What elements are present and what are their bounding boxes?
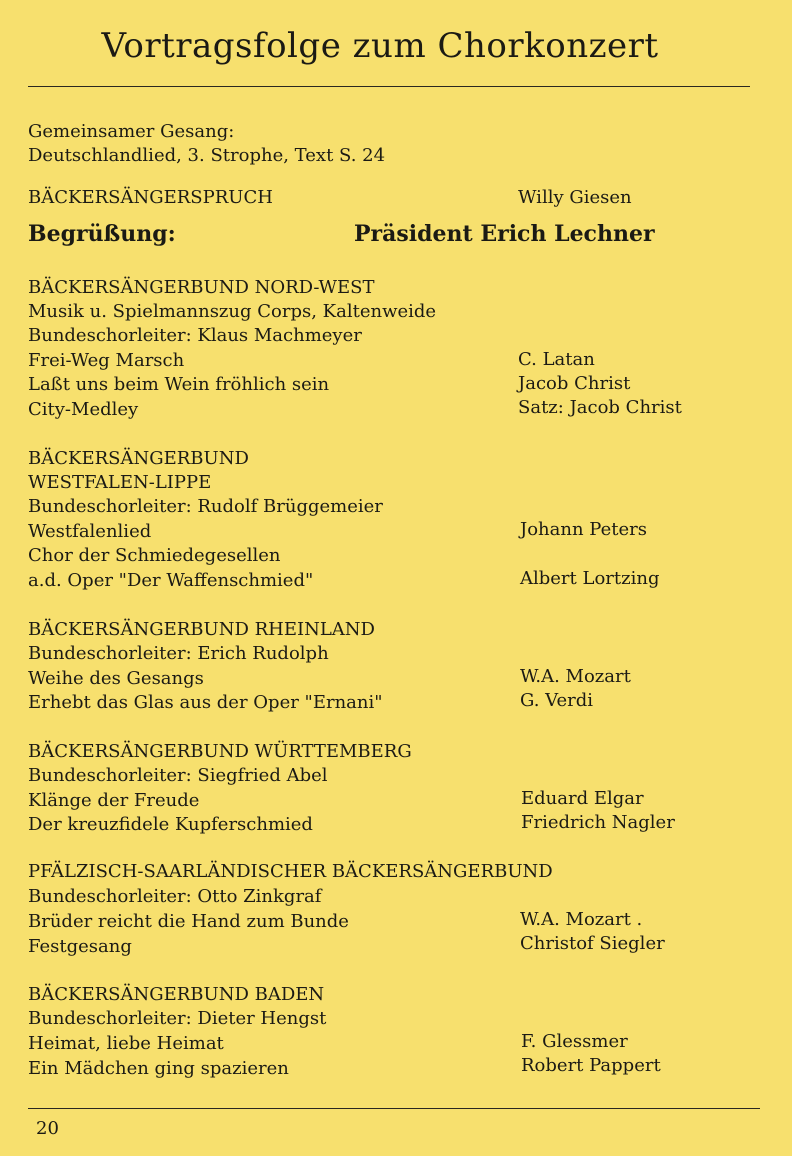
piece-title: Westfalenlied (28, 521, 152, 542)
piece-title: Festgesang (28, 936, 132, 957)
section-heading: BÄCKERSÄNGERBUND BADEN (28, 984, 325, 1005)
page-title: Vortragsfolge zum Chorkonzert (101, 26, 659, 66)
greeting-label: Begrüßung: (28, 221, 176, 247)
piece-title: Chor der Schmiedegesellen (28, 545, 281, 566)
title-divider (28, 86, 750, 87)
section-heading: WESTFALEN-LIPPE (28, 472, 212, 493)
section-heading: BÄCKERSÄNGERBUND RHEINLAND (28, 619, 375, 640)
composer: W.A. Mozart (520, 666, 631, 687)
composer: Satz: Jacob Christ (518, 397, 682, 418)
composer: Eduard Elgar (521, 788, 644, 809)
composer: Johann Peters (520, 519, 647, 540)
piece-title: Weihe des Gesangs (28, 668, 204, 689)
composer: G. Verdi (520, 690, 594, 711)
composer: Albert Lortzing (520, 568, 660, 589)
composer: Robert Pappert (521, 1055, 661, 1076)
spruch-author: Willy Giesen (518, 187, 632, 208)
section-line: Musik u. Spielmannszug Corps, Kaltenweide (28, 301, 437, 322)
page-number: 20 (36, 1118, 59, 1139)
intro-line-2: Deutschlandlied, 3. Strophe, Text S. 24 (28, 145, 386, 166)
footer-divider (28, 1108, 760, 1109)
composer: F. Glessmer (521, 1031, 628, 1052)
piece-subtitle: a.d. Oper "Der Waffenschmied" (28, 570, 314, 591)
intro-line-1: Gemeinsamer Gesang: (28, 121, 235, 142)
section-conductor: Bundeschorleiter: Erich Rudolph (28, 643, 329, 664)
piece-title: City-Medley (28, 399, 139, 420)
section-heading: BÄCKERSÄNGERBUND (28, 448, 249, 469)
section-conductor: Bundeschorleiter: Rudolf Brüggemeier (28, 496, 383, 517)
piece-title: Erhebt das Glas aus der Oper "Ernani" (28, 692, 383, 713)
piece-title: Der kreuzfidele Kupferschmied (28, 814, 313, 835)
composer: W.A. Mozart . (520, 909, 643, 930)
piece-title: Frei-Weg Marsch (28, 350, 185, 371)
composer: Christof Siegler (520, 933, 665, 954)
section-conductor: Bundeschorleiter: Siegfried Abel (28, 765, 328, 786)
section-conductor: Bundeschorleiter: Dieter Hengst (28, 1008, 327, 1029)
section-heading: BÄCKERSÄNGERBUND WÜRTTEMBERG (28, 741, 412, 762)
section-conductor: Bundeschorleiter: Otto Zinkgraf (28, 886, 322, 907)
composer: Jacob Christ (518, 373, 631, 394)
composer: C. Latan (518, 349, 595, 370)
section-heading: PFÄLZISCH-SAARLÄNDISCHER BÄCKERSÄNGERBUND (28, 861, 553, 882)
piece-title: Brüder reicht die Hand zum Bunde (28, 911, 349, 932)
piece-title: Klänge der Freude (28, 790, 200, 811)
piece-title: Heimat, liebe Heimat (28, 1033, 224, 1054)
piece-title: Laßt uns beim Wein fröhlich sein (28, 374, 330, 395)
section-conductor: Bundeschorleiter: Klaus Machmeyer (28, 325, 362, 346)
composer: Friedrich Nagler (521, 812, 675, 833)
spruch-label: BÄCKERSÄNGERSPRUCH (28, 187, 273, 208)
piece-title: Ein Mädchen ging spazieren (28, 1058, 289, 1079)
greeting-speaker: Präsident Erich Lechner (354, 221, 655, 247)
section-heading: BÄCKERSÄNGERBUND NORD-WEST (28, 277, 375, 298)
